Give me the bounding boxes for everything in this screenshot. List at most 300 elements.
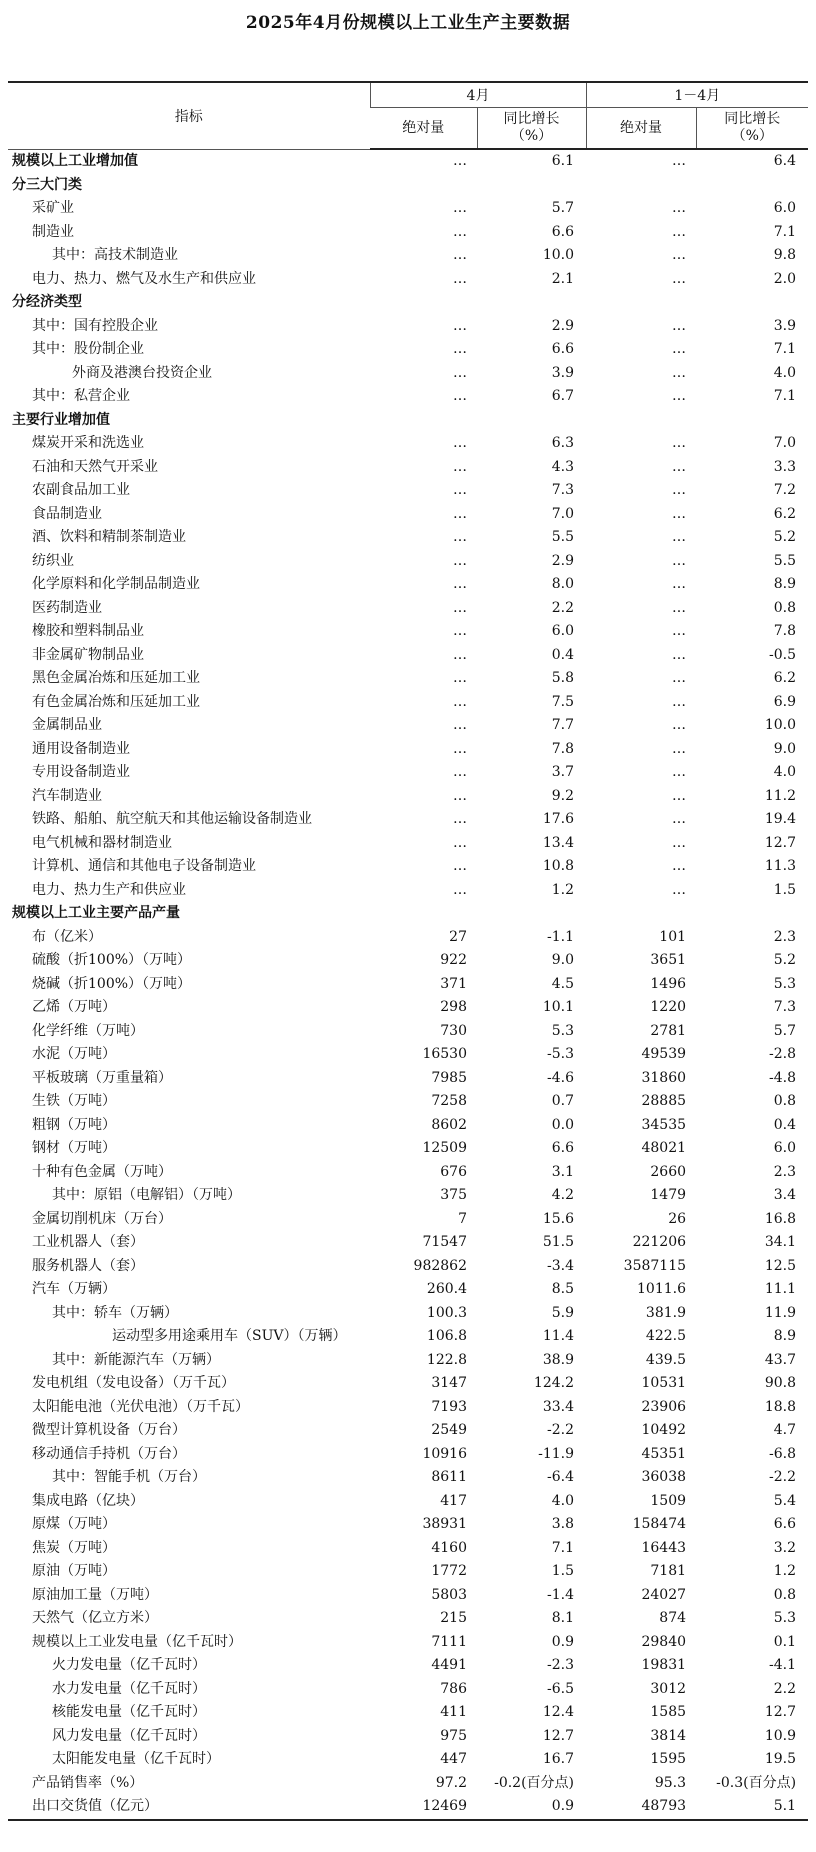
month-yoy-growth: 2.2 [551,599,575,616]
month-yoy-growth: 7.5 [551,693,575,710]
month-absolute-value: … [453,341,467,357]
month-yoy-growth: 7.3 [551,482,575,498]
row-label: 制造业 [32,223,74,240]
month-absolute-value: … [453,646,467,663]
month-yoy-growth: 38.9 [542,1351,575,1368]
ytd-absolute-value: … [672,858,687,874]
ytd-absolute-value: … [672,576,687,592]
table-row [8,620,808,644]
table-row [8,1725,808,1749]
month-absolute-value: … [453,388,467,404]
row-label: 太阳能发电量（亿千瓦时） [52,1751,220,1767]
ytd-yoy-growth: 6.2 [773,670,797,686]
month-absolute-value: 122.8 [426,1351,467,1368]
month-yoy-growth: 3.9 [551,364,575,381]
month-absolute-value: 447 [440,1751,467,1767]
month-yoy-growth: 5.7 [551,200,575,216]
ytd-yoy-growth: 8.9 [773,576,797,592]
ytd-yoy-growth: -4.1 [769,1657,797,1673]
yoy-header-unit: （%） [510,128,553,144]
table-row [8,338,808,362]
ytd-yoy-growth: 7.1 [773,223,797,240]
ytd-yoy-growth: 11.1 [764,1281,797,1297]
row-label: 服务机器人（套） [32,1257,144,1274]
row-label: 硫酸（折100%）（万吨） [32,952,192,968]
ytd-yoy-growth: -2.2 [769,1469,797,1485]
month-absolute-value: … [453,482,467,498]
table-row [8,597,808,621]
month-absolute-value [370,902,477,926]
month-yoy-growth: 6.1 [551,153,575,169]
ytd-absolute-value: 1220 [650,999,687,1015]
ytd-yoy-growth: 1.5 [773,881,797,898]
table-row [8,644,808,668]
month-yoy-growth: 10.0 [542,247,575,263]
ytd-yoy-growth: 90.8 [764,1375,797,1391]
row-label: 原油加工量（万吨） [32,1586,158,1603]
ytd-yoy-growth: 0.8 [773,1586,797,1603]
table-row [8,996,808,1020]
month-absolute-value [370,409,477,433]
month-absolute-value: … [453,270,467,287]
table-row [8,1325,808,1349]
month-absolute-value: … [453,576,467,592]
ytd-absolute-value: 3814 [650,1727,687,1744]
ytd-yoy-growth: 5.4 [773,1492,797,1509]
month-absolute-value: … [453,552,467,569]
table-row [8,268,808,292]
row-label: 汽车制造业 [32,787,102,804]
month-yoy-growth: 0.4 [551,646,575,663]
month-yoy-growth: 3.1 [551,1163,575,1180]
ytd-yoy-growth: 12.7 [764,834,797,851]
month-absolute-value: 38931 [422,1516,467,1532]
month-absolute-value: … [453,505,467,522]
table-row [8,1560,808,1584]
ytd-absolute-value: … [672,247,687,263]
ytd-absolute-value: … [672,881,687,898]
row-label: 其中：私营企业 [32,388,130,404]
table-row [8,785,808,809]
month-yoy-growth: 3.8 [551,1516,575,1532]
ytd-yoy-growth: 9.0 [773,740,797,757]
ytd-absolute-value: … [672,435,687,451]
month-absolute-value: … [453,693,467,710]
month-absolute-value: 975 [440,1727,467,1744]
table-row [8,1208,808,1232]
month-yoy-growth: 5.5 [551,529,575,545]
ytd-absolute-value: 10492 [641,1422,687,1438]
month-absolute-value: … [453,623,467,639]
ytd-absolute-value: 31860 [641,1069,687,1086]
month-absolute-value: 7111 [431,1633,467,1650]
row-label: 水泥（万吨） [32,1046,116,1062]
month-yoy-growth: 6.7 [551,388,575,404]
month-absolute-value: 260.4 [426,1281,467,1297]
month-absolute-value: 4160 [431,1539,467,1556]
ytd-absolute-value: 7181 [650,1563,687,1579]
table-row [8,1020,808,1044]
table-row [8,1490,808,1514]
month-absolute-value: 97.2 [435,1774,467,1791]
month-absolute-value: … [453,247,467,263]
ytd-yoy-growth: 7.1 [773,341,797,357]
month-yoy-growth: 7.8 [551,740,575,757]
month-absolute-value: … [453,458,467,475]
month-yoy-growth: 4.2 [551,1187,575,1203]
ytd-absolute-value: … [672,811,687,827]
ytd-yoy-growth: 2.3 [773,1163,797,1180]
ytd-absolute-value: … [672,717,687,733]
table-row [8,855,808,879]
month-yoy-growth: 13.4 [542,834,575,851]
table-row [8,1396,808,1420]
month-yoy-growth: 0.7 [551,1093,575,1109]
month-yoy-growth: 5.8 [551,670,575,686]
table-row [8,832,808,856]
month-yoy-growth: 0.0 [551,1116,575,1133]
row-label: 汽车（万辆） [32,1281,116,1297]
table-row [8,1043,808,1067]
ytd-absolute-value: … [672,505,687,522]
month-absolute-value: … [453,834,467,851]
table-row [8,503,808,527]
month-yoy-growth: 6.0 [551,623,575,639]
month-yoy-growth: 7.1 [551,1539,575,1556]
ytd-absolute-value: 24027 [641,1586,687,1603]
ytd-yoy-growth: 11.3 [764,858,797,874]
ytd-absolute-value: 221206 [632,1234,687,1250]
month-absolute-value: … [453,811,467,827]
ytd-yoy-growth: 5.3 [773,1610,797,1626]
ytd-yoy-growth: 18.8 [764,1398,797,1415]
row-label: 主要行业增加值 [12,411,110,428]
row-label: 专用设备制造业 [32,764,130,780]
month-yoy-growth: 7.0 [551,505,575,522]
row-label: 分经济类型 [12,294,82,310]
month-absolute-value: 676 [440,1163,467,1180]
table-body [8,149,808,1820]
month-absolute-value: … [453,529,467,545]
month-yoy-growth: 6.6 [551,1140,575,1156]
ytd-yoy-growth: 3.4 [773,1187,797,1203]
row-label: 十种有色金属（万吨） [32,1163,172,1180]
month-absolute-value: … [453,435,467,451]
ytd-absolute-value: … [672,482,687,498]
table-row [8,1137,808,1161]
ytd-absolute-value: … [672,341,687,357]
yoy-header-text: 同比增长 [724,111,781,127]
month-absolute-value: 417 [440,1492,467,1509]
yoy-header-ytd [696,108,808,150]
month-yoy-growth: 9.2 [551,787,575,804]
ytd-yoy-growth: 16.8 [764,1210,797,1227]
table-row [8,1584,808,1608]
ytd-yoy-growth: 5.2 [773,529,797,545]
month-yoy-growth: 8.5 [551,1281,575,1297]
row-label: 太阳能电池（光伏电池）（万千瓦） [32,1398,249,1415]
ytd-yoy-growth: 6.4 [773,153,797,169]
ytd-yoy-growth: -0.3(百分点) [716,1774,797,1791]
month-yoy-growth [477,174,586,198]
table-row [8,761,808,785]
table-row [8,973,808,997]
ytd-yoy-growth: 6.2 [773,505,797,522]
row-label: 产品销售率（%） [32,1774,144,1791]
ytd-yoy-growth: 2.3 [773,928,797,945]
ytd-yoy-growth [696,174,808,198]
ytd-yoy-growth: -6.8 [769,1445,797,1462]
month-yoy-growth: 11.4 [542,1328,575,1344]
month-yoy-growth: 12.4 [542,1704,575,1720]
month-absolute-value: 730 [440,1022,467,1039]
month-absolute-value: 7258 [431,1093,467,1109]
row-label: 规模以上工业增加值 [12,152,138,169]
table-row [8,1466,808,1490]
ytd-yoy-growth: 10.9 [764,1727,797,1744]
row-label: 其中：原铝（电解铝）（万吨） [52,1187,241,1203]
month-yoy-growth: 6.3 [551,435,575,451]
month-yoy-growth: -11.9 [538,1445,575,1462]
ytd-absolute-value: 158474 [632,1516,687,1532]
ytd-yoy-growth: 6.0 [773,1140,797,1156]
row-label: 出口交货值（亿元） [8,1795,370,1820]
ytd-absolute-value [586,902,696,926]
row-label: 非金属矿物制品业 [32,646,144,663]
ytd-absolute-value: 23906 [641,1398,687,1415]
table-row [8,808,808,832]
ytd-yoy-growth: 10.0 [764,717,797,733]
ytd-absolute-value: … [672,364,687,381]
row-label: 橡胶和塑料制品业 [32,623,144,639]
row-label: 计算机、通信和其他电子设备制造业 [32,858,256,874]
row-label: 石油和天然气开采业 [32,458,158,475]
ytd-absolute-value: … [672,623,687,639]
row-label: 农副食品加工业 [32,482,130,498]
ytd-yoy-growth: 7.2 [773,482,797,498]
row-label: 电力、热力生产和供应业 [32,881,186,898]
ytd-absolute-value: … [672,670,687,686]
ytd-yoy-growth: -4.8 [769,1069,797,1086]
month-absolute-value: 5803 [431,1586,467,1603]
table-row [8,879,808,903]
row-label: 采矿业 [32,200,74,216]
table-row [8,926,808,950]
row-label: 化学原料和化学制品制造业 [32,576,200,592]
table-row [8,1654,808,1678]
ytd-absolute-value: … [672,764,687,780]
month-absolute-value: 27 [449,928,467,945]
row-label: 粗钢（万吨） [32,1116,116,1133]
ytd-absolute-value: … [672,270,687,287]
ytd-yoy-growth: 7.8 [773,623,797,639]
month-absolute-value: 106.8 [426,1328,467,1344]
ytd-absolute-value: … [672,529,687,545]
ytd-absolute-value: 1011.6 [637,1281,687,1297]
month-yoy-growth: 1.5 [551,1563,575,1579]
ytd-absolute-value: 101 [659,928,687,945]
table-row [8,1607,808,1631]
ytd-absolute-value: 1496 [650,975,687,992]
month-yoy-growth: 0.9 [477,1795,586,1820]
table-row [8,1419,808,1443]
month-absolute-value: 786 [440,1680,467,1697]
row-label: 纺织业 [32,552,74,569]
table-row [8,1302,808,1326]
month-yoy-growth: 2.1 [551,270,575,287]
month-absolute-value: … [453,881,467,898]
row-label: 运动型多用途乘用车（SUV）（万辆） [112,1328,347,1344]
ytd-absolute-value [586,409,696,433]
row-label: 食品制造业 [32,505,102,522]
table-row [8,1513,808,1537]
table-row [8,1349,808,1373]
ytd-absolute-value: 36038 [641,1469,687,1485]
row-label: 核能发电量（亿千瓦时） [52,1704,206,1720]
row-label: 微型计算机设备（万台） [32,1422,186,1438]
month-absolute-value: … [453,599,467,616]
row-label: 分三大门类 [12,176,82,193]
month-yoy-growth: -5.3 [547,1046,575,1062]
row-label: 发电机组（发电设备）（万千瓦） [32,1375,235,1391]
table-row [8,409,808,433]
row-label: 生铁（万吨） [32,1093,116,1109]
period-header-ytd: 1－4月 [586,82,808,108]
table-row [8,221,808,245]
ytd-absolute-value: 3651 [650,952,687,968]
row-label: 烧碱（折100%）（万吨） [32,975,192,992]
ytd-yoy-growth: 0.4 [773,1116,797,1133]
row-label: 电气机械和器材制造业 [32,834,172,851]
ytd-yoy-growth: 8.9 [773,1328,797,1344]
ytd-absolute-value: 3012 [650,1680,687,1697]
ytd-absolute-value: … [672,787,687,804]
ytd-absolute-value: 28885 [641,1093,687,1109]
month-yoy-growth: 12.7 [542,1727,575,1744]
table-row [8,1278,808,1302]
table-row [8,1537,808,1561]
row-label: 焦炭（万吨） [32,1539,116,1556]
row-label: 酒、饮料和精制茶制造业 [32,529,186,545]
ytd-absolute-value [586,291,696,315]
ytd-absolute-value: … [672,317,687,334]
month-yoy-growth: 4.5 [551,975,575,992]
month-yoy-growth: 51.5 [542,1234,575,1250]
month-absolute-value: … [453,764,467,780]
ytd-yoy-growth: 0.1 [773,1633,797,1650]
ytd-yoy-growth: 7.3 [773,999,797,1015]
month-absolute-value: 12509 [422,1140,467,1156]
ytd-yoy-growth: 19.4 [764,811,797,827]
row-label: 平板玻璃（万重量箱） [32,1069,172,1086]
ytd-absolute-value: 48021 [641,1140,687,1156]
row-label: 规模以上工业主要产品产量 [12,905,180,921]
page-title: 2025年4月份规模以上工业生产主要数据 [245,13,571,33]
period-header-month: 4月 [370,82,586,108]
table-row [8,1678,808,1702]
month-yoy-growth [477,902,586,926]
ytd-yoy-growth [696,902,808,926]
row-label: 其中：新能源汽车（万辆） [52,1351,220,1368]
row-label: 铁路、船舶、航空航天和其他运输设备制造业 [32,811,312,827]
table-row [8,738,808,762]
month-absolute-value [370,174,477,198]
month-yoy-growth: 6.6 [551,341,575,357]
month-absolute-value: … [453,787,467,804]
ytd-yoy-growth: 4.0 [773,364,797,381]
ytd-yoy-growth: 5.5 [773,552,797,569]
month-yoy-growth: 16.7 [542,1751,575,1767]
month-absolute-value: 2549 [431,1422,467,1438]
table-row [8,714,808,738]
month-absolute-value: 10916 [422,1445,467,1462]
month-yoy-growth: -2.2 [547,1422,575,1438]
ytd-yoy-growth: 12.5 [764,1257,797,1274]
ytd-yoy-growth: 34.1 [764,1234,797,1250]
ytd-absolute-value: 1479 [650,1187,687,1203]
row-label: 其中：高技术制造业 [52,247,178,263]
ytd-yoy-growth: -2.8 [769,1046,797,1062]
month-yoy-growth: -6.5 [547,1680,575,1697]
month-yoy-growth: 5.3 [551,1022,575,1039]
month-absolute-value: 371 [440,975,467,992]
ytd-yoy-growth: 7.1 [773,388,797,404]
table-row [8,1795,808,1820]
month-yoy-growth: 2.9 [551,552,575,569]
ytd-absolute-value: … [672,646,687,663]
ytd-absolute-value: 439.5 [645,1351,687,1368]
month-yoy-growth: -6.4 [547,1469,575,1485]
month-absolute-value: 215 [440,1610,467,1626]
ytd-yoy-growth: 3.9 [773,317,797,334]
table-row [8,1372,808,1396]
ytd-yoy-growth: 6.0 [773,200,797,216]
table-row [8,1114,808,1138]
ytd-absolute-value: 29840 [641,1633,687,1650]
table-row [8,174,808,198]
row-label: 其中：国有控股企业 [32,317,158,334]
month-absolute-value: 922 [440,952,467,968]
row-label: 天然气（亿立方米） [32,1610,158,1626]
row-label: 钢材（万吨） [32,1140,116,1156]
row-label: 风力发电量（亿千瓦时） [52,1727,206,1744]
month-absolute-value: … [453,200,467,216]
row-label: 火力发电量（亿千瓦时） [52,1657,206,1673]
ytd-absolute-value: 95.3 [654,1774,687,1791]
ytd-yoy-growth: -0.5 [769,646,797,663]
month-absolute-value: … [453,153,467,169]
ytd-absolute-value: … [672,223,687,240]
table-row [8,1184,808,1208]
ytd-yoy-growth [696,291,808,315]
row-label: 化学纤维（万吨） [32,1022,144,1039]
row-label: 水力发电量（亿千瓦时） [52,1680,206,1697]
ytd-absolute-value: … [672,693,687,710]
ytd-yoy-growth: 43.7 [764,1351,797,1368]
row-label: 工业机器人（套） [32,1234,144,1250]
month-yoy-growth: 10.1 [542,999,575,1015]
table-row [8,1631,808,1655]
month-yoy-growth: -4.6 [547,1069,575,1086]
ytd-absolute-value: … [672,458,687,475]
month-absolute-value: 8611 [431,1469,467,1485]
ytd-yoy-growth: 5.1 [696,1795,808,1820]
ytd-yoy-growth: 11.9 [764,1304,797,1321]
month-yoy-growth: 4.0 [551,1492,575,1509]
row-label: 原油（万吨） [32,1563,116,1579]
row-label: 有色金属冶炼和压延加工业 [32,693,200,710]
yoy-header-unit: （%） [731,128,773,144]
